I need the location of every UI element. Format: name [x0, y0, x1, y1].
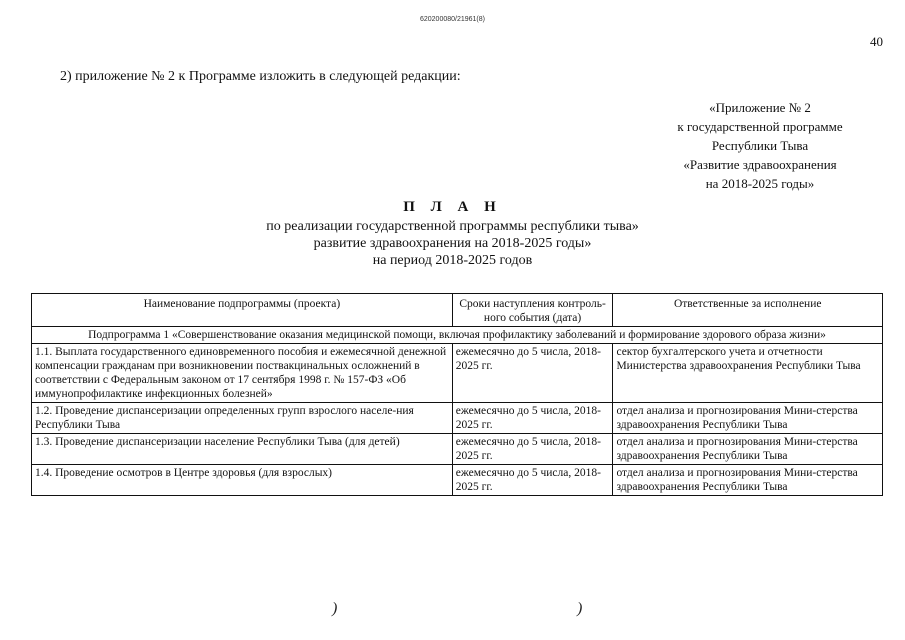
- appendix-header: [620, 98, 900, 193]
- row-deadline: ежемесячно до 5 числа, 2018-2025 гг.: [452, 434, 613, 465]
- row-deadline: ежемесячно до 5 числа, 2018-2025 гг.: [452, 344, 613, 403]
- bottom-mark: ): [577, 600, 583, 617]
- bottom-mark: ): [332, 600, 338, 617]
- table-row: [32, 465, 883, 496]
- table-row: [32, 434, 883, 465]
- header-subprogram-name: Наименование подпрограммы (проекта): [32, 294, 453, 327]
- header-deadline: Сроки наступления контроль-ного события (дата): [452, 294, 613, 327]
- plan-subtitle-line: по реализации государственной программы республики тыва»: [266, 219, 639, 234]
- appendix-line: на 2018-2025 годы»: [705, 176, 815, 191]
- table-header-row: [32, 294, 883, 327]
- document-id: 620200080/21961(8): [419, 16, 485, 23]
- table-row: [32, 344, 883, 403]
- table-row: [32, 403, 883, 434]
- row-responsible: отдел анализа и прогнозирования Мини-стерства здравоохранения Республики Тыва: [613, 465, 883, 496]
- appendix-line: «Развитие здравоохранения: [683, 157, 837, 172]
- plan-subtitle-line: на период 2018-2025 годов: [372, 253, 533, 268]
- row-deadline: ежемесячно до 5 числа, 2018-2025 гг.: [452, 403, 613, 434]
- row-deadline: ежемесячно до 5 числа, 2018-2025 гг.: [452, 465, 613, 496]
- row-responsible: отдел анализа и прогнозирования Мини-стерства здравоохранения Республики Тыва: [613, 434, 883, 465]
- intro-paragraph: 2) приложение № 2 к Программе изложить в следующей редакции:: [60, 69, 461, 84]
- appendix-line: к государственной программе: [677, 119, 843, 134]
- row-name: 1.1. Выплата государственного единовременного пособия и ежемесячной денежной компенсации гражданам при возникновении поствакцинальных осложнений в соответствии с Федеральным законом от 17 сентября 1998 г. № 157-ФЗ «Об иммунопрофилактике инфекционных болезней»: [32, 344, 453, 403]
- plan-table: [31, 293, 883, 496]
- page-number: 40: [870, 34, 883, 49]
- appendix-line: Республики Тыва: [711, 138, 809, 153]
- row-name: 1.4. Проведение осмотров в Центре здоровья (для взрослых): [32, 465, 453, 496]
- header-responsible: Ответственные за исполнение: [613, 294, 883, 327]
- plan-subtitle: [0, 218, 905, 269]
- plan-subtitle-line: развитие здравоохранения на 2018-2025 годы»: [313, 236, 592, 251]
- row-responsible: отдел анализа и прогнозирования Мини-стерства здравоохранения Республики Тыва: [613, 403, 883, 434]
- plan-title: П Л А Н: [403, 199, 502, 215]
- row-name: 1.3. Проведение диспансеризации население Республики Тыва (для детей): [32, 434, 453, 465]
- row-name: 1.2. Проведение диспансеризации определенных групп взрослого населе-ния Республики Тыва: [32, 403, 453, 434]
- subprogram-row: [32, 327, 883, 344]
- subprogram-title: Подпрограмма 1 «Совершенствование оказания медицинской помощи, включая профилактику заболеваний и формирование здорового образа жизни»: [32, 327, 883, 344]
- row-responsible: сектор бухгалтерского учета и отчетности Министерства здравоохранения Республики Тыва: [613, 344, 883, 403]
- appendix-line: «Приложение № 2: [709, 100, 811, 115]
